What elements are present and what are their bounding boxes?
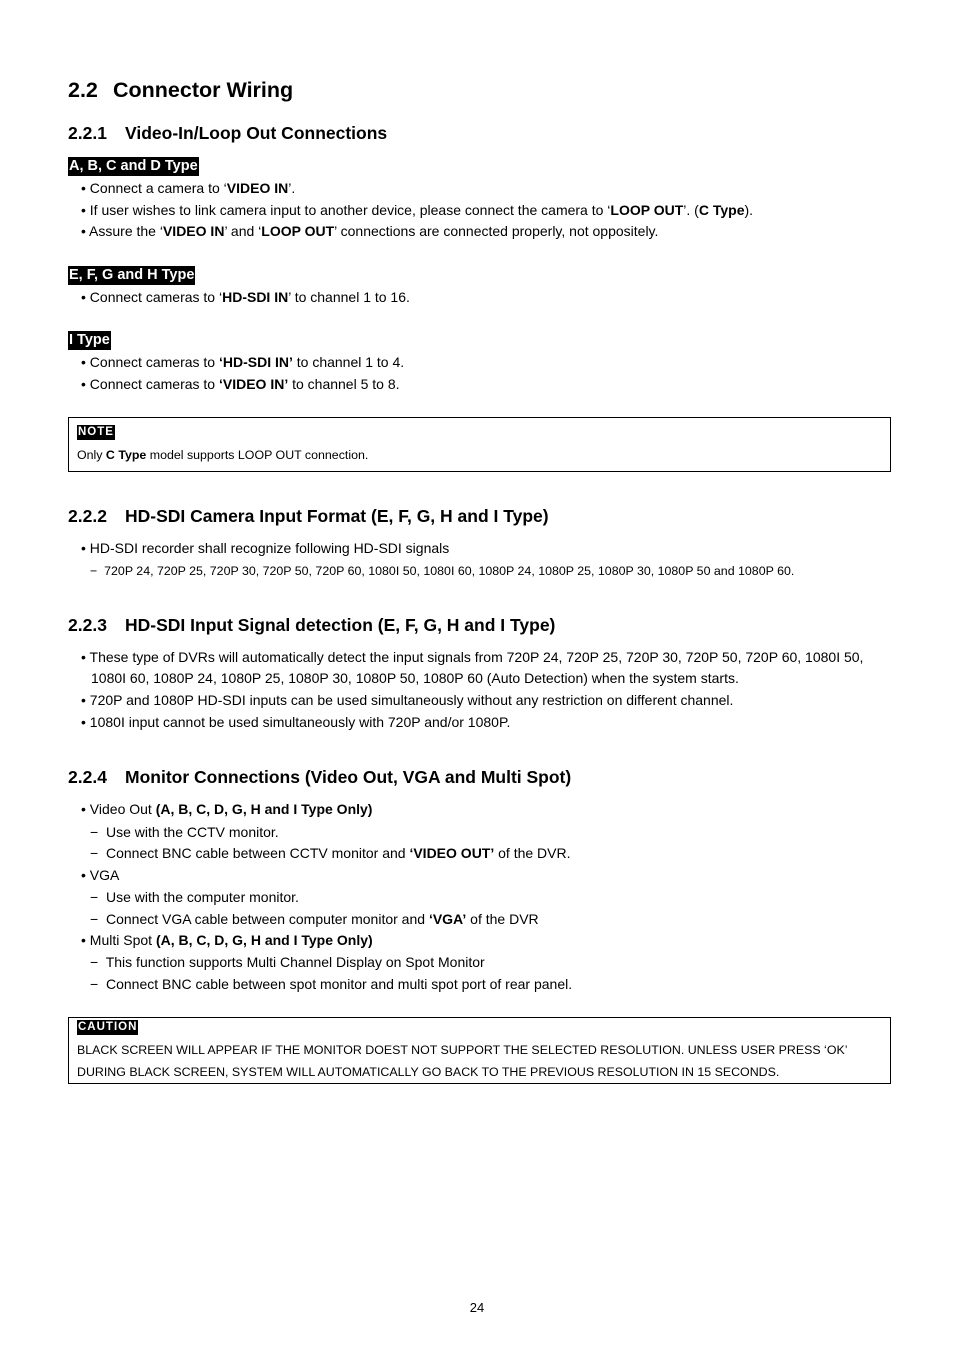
bullet-item: • Connect cameras to ‘VIDEO IN’ to channel 5 to 8. — [81, 376, 400, 392]
bullet-item: • HD-SDI recorder shall recognize following HD-SDI signals — [81, 540, 450, 556]
bullet-item: • 1080I input cannot be used simultaneously with 720P and/or 1080P. — [81, 714, 511, 730]
caution-box — [68, 1017, 891, 1084]
dash-item: − This function supports Multi Channel Display on Spot Monitor — [90, 954, 485, 970]
section-number: 2.2 — [68, 78, 98, 102]
bullet-item: • Multi Spot (A, B, C, D, G, H and I Type Only) — [81, 932, 373, 948]
subsection-number: 2.2.1 — [68, 123, 107, 143]
bullet-item: • Connect cameras to ‘HD-SDI IN’ to channel 1 to 4. — [81, 354, 405, 370]
note-box — [68, 417, 891, 472]
dash-item: − Connect VGA cable between computer monitor and ‘VGA’ of the DVR — [90, 911, 539, 927]
type-tag-i: I Type — [69, 332, 110, 348]
subsection-number: 2.2.4 — [68, 767, 107, 787]
subsection-heading-2-2-1 — [68, 123, 387, 144]
subsection-number: 2.2.2 — [68, 506, 107, 526]
bullet-item: • Connect cameras to ‘HD-SDI IN’ to channel 1 to 16. — [81, 289, 410, 305]
bullet-item: • Assure the ‘VIDEO IN’ and ‘LOOP OUT’ connections are connected properly, not oppositely. — [81, 223, 659, 239]
subsection-title: Monitor Connections (Video Out, VGA and Multi Spot) — [125, 767, 572, 787]
type-tag-efgh: E, F, G and H Type — [69, 267, 195, 283]
dash-item: − 720P 24, 720P 25, 720P 30, 720P 50, 720P 60, 1080I 50, 1080I 60, 1080P 24, 1080P 25, 1080P 30, 1080P 50 and 1080P 60. — [90, 564, 795, 578]
subsection-title: HD-SDI Camera Input Format (E, F, G, H and I Type) — [125, 506, 549, 526]
page-number: 24 — [469, 1300, 485, 1315]
type-tag-abcd: A, B, C and D Type — [69, 158, 198, 174]
dash-item: − Use with the CCTV monitor. — [90, 824, 279, 840]
subsection-heading-2-2-4 — [68, 767, 571, 788]
bullet-item: • These type of DVRs will automatically detect the input signals from 720P 24, 720P 25, 720P 30, 720P 50, 720P 60, 1080I 50, — [81, 649, 864, 665]
dash-item: − Connect BNC cable between spot monitor and multi spot port of rear panel. — [90, 976, 573, 992]
caution-text-line: DURING BLACK SCREEN, SYSTEM WILL AUTOMATICALLY GO BACK TO THE PREVIOUS RESOLUTION IN 15 SECONDS. — [77, 1065, 780, 1079]
bullet-item: • If user wishes to link camera input to another device, please connect the camera to ‘LOOP OUT’. (C Type). — [81, 202, 754, 218]
caution-label: CAUTION — [78, 1021, 138, 1033]
caution-text-line: BLACK SCREEN WILL APPEAR IF THE MONITOR DOEST NOT SUPPORT THE SELECTED RESOLUTION. UNLESS USER PRESS ‘OK’ — [77, 1043, 848, 1057]
subsection-heading-2-2-2 — [68, 506, 549, 527]
dash-item: − Use with the computer monitor. — [90, 889, 299, 905]
bullet-item: • Connect a camera to ‘VIDEO IN’. — [81, 180, 296, 196]
note-text: Only C Type model supports LOOP OUT connection. — [77, 448, 369, 462]
bullet-item: • VGA — [81, 867, 120, 883]
bullet-item: • Video Out (A, B, C, D, G, H and I Type Only) — [81, 801, 373, 817]
subsection-heading-2-2-3 — [68, 615, 555, 636]
note-label: NOTE — [78, 426, 114, 438]
bullet-item: • 720P and 1080P HD-SDI inputs can be used simultaneously without any restriction on different channel. — [81, 692, 734, 708]
subsection-title: HD-SDI Input Signal detection (E, F, G, H and I Type) — [125, 615, 556, 635]
bullet-continuation: 1080I 60, 1080P 24, 1080P 25, 1080P 30, 1080P 50, 1080P 60 (Auto Detection) when the system starts. — [91, 670, 739, 686]
section-heading — [68, 78, 293, 103]
section-title: Connector Wiring — [113, 78, 294, 102]
dash-item: − Connect BNC cable between CCTV monitor and ‘VIDEO OUT’ of the DVR. — [90, 845, 571, 861]
subsection-title: Video-In/Loop Out Connections — [125, 123, 388, 143]
subsection-number: 2.2.3 — [68, 615, 107, 635]
